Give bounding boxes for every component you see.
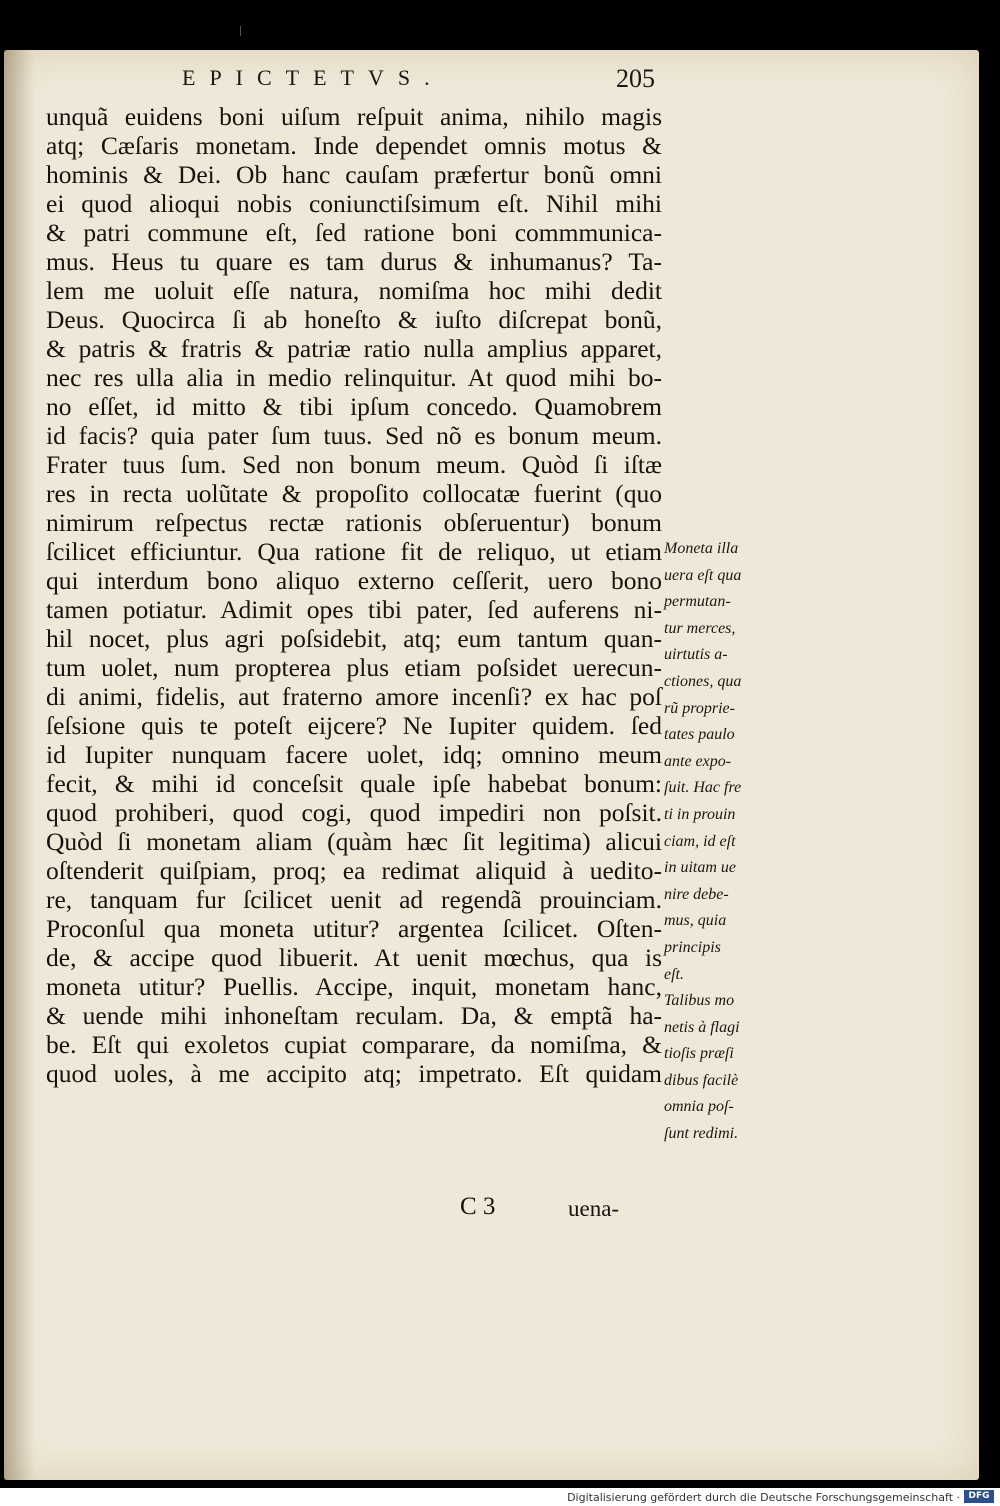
footer-bar [0,1488,1000,1506]
text-line: Deus. Quocirca ſi ab honeſto & iuſto diſcrepat bonũ, [46,305,662,334]
margin-note-line: ctiones, qua [664,672,742,690]
margin-note-line: nire debe- [664,885,729,903]
text-line: & patris & fratris & patriæ ratio nulla amplius apparet, [46,334,662,363]
text-line: fecit, & mihi id conceſsit quale ipſe habebat bonum: [46,769,662,798]
text-line: de, & accipe quod libuerit. At uenit mœchus, qua is [46,943,662,972]
margin-note-line: ciam, id eſt [664,832,736,850]
margin-note-line: ſuit. Hac fre [664,779,742,797]
margin-note-line: uirtutis a- [664,646,728,664]
margin-note-line: omnia poſ- [664,1098,734,1116]
margin-note-line: mus, quia [664,912,727,930]
text-line: atq; Cæſaris monetam. Inde dependet omnis motus & [46,131,662,160]
text-line: ſeſsione quis te poteſt eijcere? Ne Iupiter quidem. ſed [46,711,662,740]
dfg-logo[interactable]: DFG [964,1490,994,1503]
margin-note-line: ſunt redimi. [664,1125,739,1143]
margin-note-line: tur merces, [664,619,736,637]
text-line: hominis & Dei. Ob hanc cauſam præfertur bonũ omni [46,160,662,189]
text-line: Quòd ſi monetam aliam (quàm hæc ſit legitima) alicui [46,827,662,856]
margin-note-line: Moneta illa [664,540,739,557]
funding-credit: Digitalisierung gefördert durch die Deutsche Forschungsgemeinschaft · [567,1491,960,1504]
text-line: tamen potiatur. Adimit opes tibi pater, ſed auferens ni- [46,595,662,624]
margin-note-line: ti in prouin [664,805,736,823]
signature-mark: C 3 [460,1193,496,1220]
margin-note-line: Talibus mo [664,992,735,1010]
margin-note-line: in uitam ue [664,859,736,877]
text-line: nec res ulla alia in medio relinquitur. At quod mihi bo- [46,363,662,392]
text-line: hil nocet, plus agri poſsidebit, atq; eum tantum quan- [46,624,662,653]
text-line: be. Eſt qui exoletos cupiat comparare, da nomiſma, & [46,1030,662,1059]
page-mark [240,26,241,36]
margin-note-line: netis à flagi [664,1018,740,1036]
text-line: Frater tuus ſum. Sed non bonum meum. Quòd ſi iſtæ [46,450,662,479]
catchword: uena- [568,1196,620,1221]
text-line: tum uolet, num propterea plus etiam poſsidet uerecun- [46,653,662,682]
margin-notes [664,536,776,1148]
text-line: di animi, fidelis, aut fraterno amore incenſi? ex hac poſ [46,682,662,711]
text-line: unquã euidens boni uiſum reſpuit anima, nihilo magis [46,102,662,131]
margin-note-line: tioſis præſi [664,1045,734,1063]
margin-note-line: ante expo- [664,752,732,770]
text-line: nimirum reſpectus rectæ rationis obſeruentur) bonum [46,508,662,537]
text-line: id Iupiter nunquam facere uolet, idq; omnino meum [46,740,662,769]
page-number: 205 [616,64,655,93]
text-line: no eſſet, id mitto & tibi ipſum concedo. Quamobrem [46,392,662,421]
text-line: oſtenderit quiſpiam, proq; ea redimat aliquid à uedito- [46,856,662,885]
gutter-shadow [4,50,34,1480]
text-line: moneta utitur? Puellis. Accipe, inquit, monetam hanc, [46,972,662,1001]
margin-note-line: rũ proprie- [664,699,735,717]
running-head: EPICTETVS. [182,65,444,90]
margin-note-line: uera eſt qua [664,566,742,584]
margin-note-line: tates paulo [664,726,735,744]
text-line: & uende mihi inhoneſtam reculam. Da, & emptã ha- [46,1001,662,1030]
text-line: qui interdum bono aliquo externo ceſſerit, uero bono [46,566,662,595]
text-line: mus. Heus tu quare es tam durus & inhumanus? Ta- [46,247,662,276]
text-line: ſcilicet efficiuntur. Qua ratione fit de reliquo, ut etiam [46,537,662,566]
margin-note-line: dibus facilè [664,1071,739,1089]
margin-note-line: permutan- [664,593,731,611]
margin-note-line: principis [664,938,721,956]
text-line: quod prohiberi, quod cogi, quod impediri non poſsit. [46,798,662,827]
main-text-column [46,102,662,1088]
text-line: re, tanquam fur ſcilicet uenit ad regendã prouinciam. [46,885,662,914]
text-line: id facis? quia pater ſum tuus. Sed nõ es bonum meum. [46,421,662,450]
margin-note-line: eſt. [664,965,684,983]
text-line: Proconſul qua moneta utitur? argentea ſcilicet. Oſten- [46,914,662,943]
text-line: quod uoles, à me accipito atq; impetrato. Eſt quidam [46,1059,662,1088]
text-line: lem me uoluit eſſe natura, nomiſma hoc mihi dedit [46,276,662,305]
text-line: ei quod alioqui nobis coniunctiſsimum eſt. Nihil mihi [46,189,662,218]
text-line: & patri commune eſt, ſed ratione boni commmunica- [46,218,662,247]
text-line: res in recta uolũtate & propoſito collocatæ fuerint (quo [46,479,662,508]
